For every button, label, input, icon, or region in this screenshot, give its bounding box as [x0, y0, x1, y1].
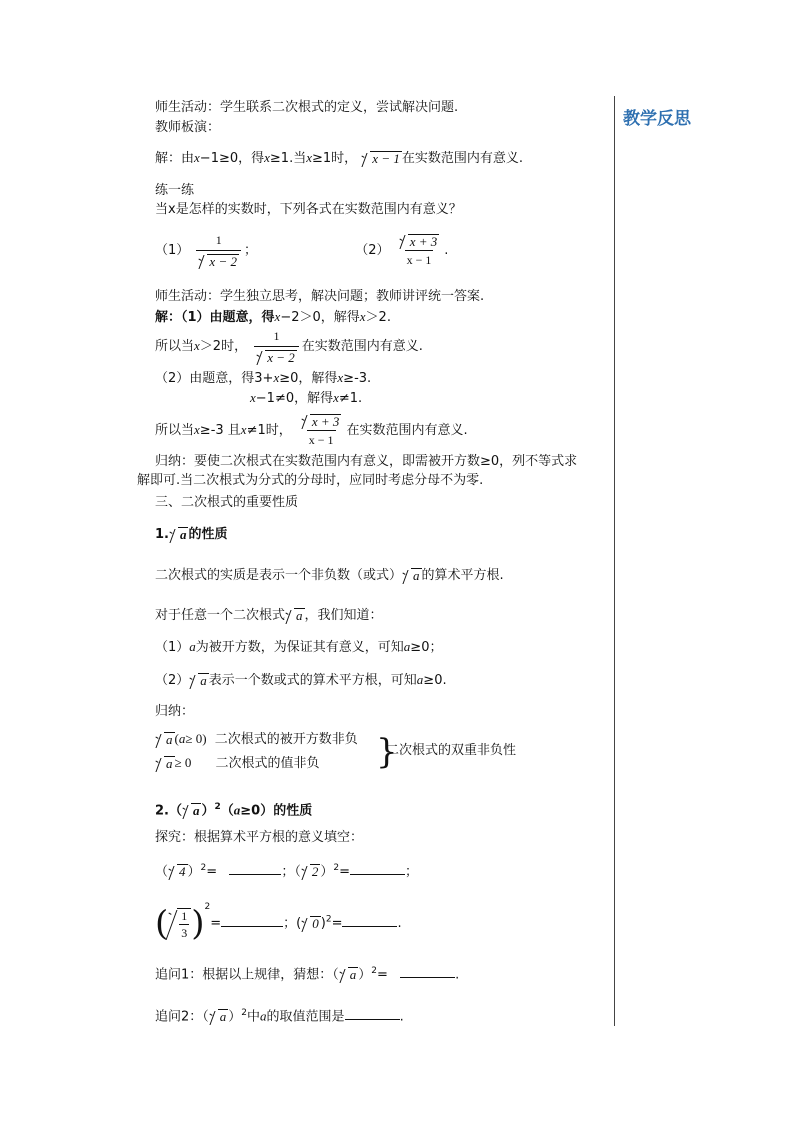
- sqrt-expression: x − 1: [361, 151, 402, 167]
- answer-blank[interactable]: [229, 874, 281, 875]
- text-line: 解：（1）由题意，得x−2＞0，解得x＞2.: [155, 309, 391, 325]
- fill-line: 追问1：根据以上规律，猜想：（ a ）$^2$= .: [155, 966, 460, 983]
- text-line: 解：由x−1≥0，得x≥1.当x≥1时， x − 1 在实数范围内有意义.: [155, 150, 523, 166]
- fraction: $\frac{1}{x - 2}$: [196, 232, 241, 269]
- answer-blank[interactable]: [350, 874, 405, 875]
- text-line: 当x是怎样的实数时，下列各式在实数范围内有意义？: [155, 202, 462, 217]
- column-divider: [614, 96, 615, 1026]
- text-line: （1）a为被开方数，为保证其有意义，可知a≥0；: [155, 639, 443, 655]
- text-line: （2） a 表示一个数或式的算术平方根，可知a≥0.: [155, 672, 447, 688]
- text-line: 师生活动：学生独立思考，解决问题；教师讲评统一答案.: [155, 289, 485, 304]
- text-line: （2）由题意，得3+x≥0，解得x≥-3.: [155, 370, 372, 386]
- summary-line: a (a≥ 0) 二次根式的被开方数非负: [155, 730, 358, 748]
- answer-blank[interactable]: [345, 1019, 400, 1020]
- brace: }: [376, 732, 398, 772]
- answer-blank[interactable]: [342, 926, 397, 927]
- section-heading: 三、二次根式的重要性质: [155, 495, 299, 510]
- summary-line: a ≥ 0 二次根式的值非负: [155, 754, 320, 772]
- text-line: 师生活动：学生联系二次根式的定义，尝试解决问题.: [155, 100, 459, 115]
- fill-line: ( $\frac{1}{3}$ )$^2$= ；( 0 )$^2$= .: [155, 902, 402, 944]
- subheading: 2.（ a ）$^2$（a≥0）的性质: [155, 802, 313, 819]
- answer-blank[interactable]: [221, 926, 283, 927]
- text-line: 所以当x＞2时， $\frac{1}{x - 2}$ 在实数范围内有意义.: [155, 329, 423, 365]
- text-line: x−1≠0，解得x≠1.: [250, 390, 363, 406]
- text-line: 归纳：: [155, 704, 195, 719]
- text-line: 对于任意一个二次根式 a ，我们知道：: [155, 607, 383, 623]
- fill-line: 追问2：（ a ）$^2$中a的取值范围是 .: [155, 1008, 404, 1025]
- text-line: 归纳：要使二次根式在实数范围内有意义，即需被开方数≥0，列不等式求: [155, 454, 578, 469]
- answer-blank[interactable]: [400, 977, 455, 978]
- text-line: 解即可.当二次根式为分式的分母时，应同时考虑分母不为零.: [137, 473, 484, 488]
- summary-conclusion: 二次根式的双重非负性: [386, 743, 517, 758]
- fill-line: （ 4 ）$^2$= ；（ 2 ）$^2$= ；: [155, 863, 418, 880]
- text-line: 所以当x≥-3 且x≠1时， $\frac{x + 3}{x - 1}$ 在实数范围内有意义.: [155, 413, 468, 447]
- text-line: 教师板演：: [155, 120, 221, 135]
- text-line: 探究：根据算术平方根的意义填空：: [155, 830, 364, 845]
- exercise-line: （1） $\frac{1}{x - 2}$ ； （2） $\frac{x + 3}{x - 1}$ .: [155, 233, 449, 269]
- text-line: 二次根式的实质是表示一个非负数（或式） a 的算术平方根.: [155, 567, 504, 583]
- fraction: $\frac{x + 3}{x - 1}$: [397, 232, 442, 269]
- sidebar-title: 教学反思: [623, 109, 691, 129]
- subheading: 1. a 的性质: [155, 526, 228, 542]
- text-line: 练一练: [155, 183, 195, 198]
- fraction: $\frac{x + 3}{x - 1}$: [299, 412, 344, 449]
- fraction: $\frac{1}{x - 2}$: [254, 328, 299, 365]
